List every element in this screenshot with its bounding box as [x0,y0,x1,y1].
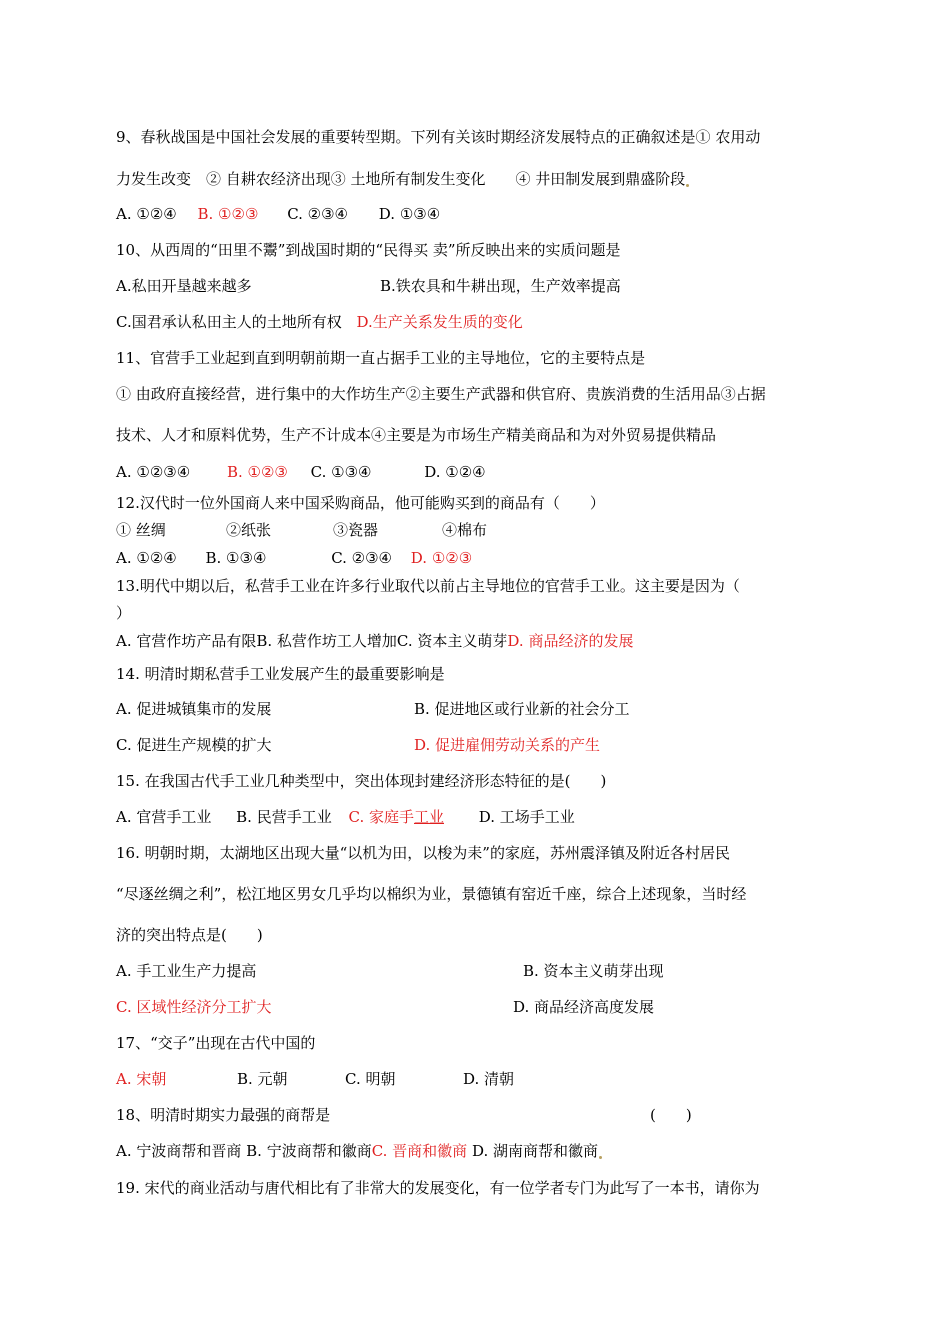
q15-option-a: A. 官营手工业 [116,808,212,826]
q13-option-d-answer: D. 商品经济的发展 [507,632,634,650]
q17-option-c: C. 明朝 [345,1070,396,1088]
q12-option-a: A. ①②④ [116,549,177,567]
q17-option-d: D. 清朝 [463,1070,515,1088]
q15-option-c-underlined: 工业 [413,808,444,826]
q17-options [116,1069,515,1089]
q12-items [116,520,488,540]
q15-option-d: D. 工场手工业 [478,808,575,826]
q13-stem-line-2: ） [116,604,132,622]
q14-options-ab [116,699,630,719]
q9-options [116,204,440,224]
q9-stem-line-1: 9、春秋战国是中国社会发展的重要转型期。下列有关该时期经济发展特点的正确叙述是① 农用动 [116,128,761,146]
q15-option-c-text: C. 家庭手 [348,808,414,826]
q13-options [116,631,633,651]
q10-options-cd [116,312,523,332]
q16-option-c-answer: C. 区域性经济分工扩大 [116,998,272,1016]
q17-stem: 17、“交子”出现在古代中国的 [116,1034,316,1052]
q17-option-b: B. 元朝 [237,1070,288,1088]
q10-option-b: B.铁农具和牛耕出现，生产效率提高 [380,277,621,295]
q15-options [116,807,575,827]
q13-options-abc: A. 官营作坊产品有限B. 私营作坊工人增加C. 资本主义萌芽 [116,632,508,650]
q9-option-c: C. ②③④ [287,205,349,223]
ink-dot [599,1156,602,1159]
q18-options-ab: A. 宁波商帮和晋商 B. 宁波商帮和徽商 [116,1142,372,1160]
q11-options [116,462,486,482]
q17-option-a-answer: A. 宋朝 [116,1070,167,1088]
q11-body-line-2: 技术、人才和原料优势，生产不计成本④主要是为市场生产精美商品和为对外贸易提供精品 [116,426,717,444]
q16-option-b: B. 资本主义萌芽出现 [523,962,664,980]
q16-option-a: A. 手工业生产力提高 [116,962,257,980]
q14-option-a: A. 促进城镇集市的发展 [116,700,272,718]
q9-option-d: D. ①③④ [378,205,441,223]
q15-option-b: B. 民营手工业 [236,808,332,826]
q10-option-c: C.国君承认私田主人的土地所有权 [116,313,342,331]
q9-stem-line-2 [116,169,689,189]
q14-stem: 14. 明清时期私营手工业发展产生的最重要影响是 [116,665,445,683]
q16-options-ab [116,961,664,981]
q16-stem-line-2: “尽逐丝绸之利”，松江地区男女几乎均以棉织为业，景德镇有窑近千座，综合上述现象，当时经 [116,885,747,903]
q12-option-b: B. ①③④ [205,549,267,567]
q12-stem: 12.汉代时一位外国商人来中国采购商品，他可能购买到的商品有（ ） [116,494,605,512]
q14-option-b: B. 促进地区或行业新的社会分工 [414,700,630,718]
q11-option-c: C. ①③④ [310,463,372,481]
q18-stem-line [116,1105,692,1125]
q15-stem: 15. 在我国古代手工业几种类型中，突出体现封建经济形态特征的是( ) [116,772,607,790]
q12-item-3: ③瓷器 [333,521,379,539]
q12-item-4: ④棉布 [442,521,488,539]
q11-option-b-answer: B. ①②③ [226,463,288,481]
q10-option-d-answer: D.生产关系发生质的变化 [356,313,523,331]
q11-option-d: D. ①②④ [424,463,486,481]
q13-stem-line-1: 13.明代中期以后，私营手工业在许多行业取代以前占主导地位的官营手工业。这主要是因为（ [116,577,740,595]
q14-options-cd [116,735,601,755]
q14-option-d-answer: D. 促进雇佣劳动关系的产生 [414,736,601,754]
q12-option-d-answer: D. ①②③ [410,549,473,567]
q10-stem: 10、从西周的“田里不鬻”到战国时期的“民得买 卖”所反映出来的实质问题是 [116,241,621,259]
q18-option-c-answer: C. 晋商和徽商 [371,1142,468,1160]
q10-options-ab [116,276,621,296]
q11-option-a: A. ①②③④ [116,463,191,481]
q12-option-c: C. ②③④ [331,549,393,567]
q18-stem: 18、明清时期实力最强的商帮是 [116,1106,331,1124]
q10-option-a: A.私田开垦越来越多 [116,277,252,295]
q15-option-c-answer [349,808,445,826]
q16-options-cd [116,997,655,1017]
q9-option-a: A. ①②④ [116,205,177,223]
q18-answer-parentheses: ( ) [650,1106,692,1124]
q14-option-c: C. 促进生产规模的扩大 [116,736,272,754]
q16-stem-line-1: 16. 明朝时期，太湖地区出现大量“以机为田，以梭为耒”的家庭，苏州震泽镇及附近各村居民 [116,844,730,862]
q19-stem: 19. 宋代的商业活动与唐代相比有了非常大的发展变化，有一位学者专门为此写了一本书，请你为 [116,1179,760,1197]
q9-option-b-answer: B. ①②③ [197,205,259,223]
q12-item-2: ②纸张 [226,521,272,539]
q16-option-d: D. 商品经济高度发展 [513,998,655,1016]
q18-options [116,1141,602,1161]
q11-body-line-1: ① 由政府直接经营，进行集中的大作坊生产②主要生产武器和供官府、贵族消费的生活用品③占据 [116,385,766,403]
q12-item-1: ① 丝绸 [116,521,166,539]
q12-options [116,548,472,568]
q9-stem-text: 力发生改变 ② 自耕农经济出现③ 土地所有制发生变化 ④ 井田制发展到鼎盛阶段 [116,170,686,188]
q16-stem-line-3: 济的突出特点是( ) [116,926,263,944]
q11-stem: 11、官营手工业起到直到明朝前期一直占据手工业的主导地位，它的主要特点是 [116,349,646,367]
ink-dot [686,184,689,187]
q18-option-d: D. 湖南商帮和徽商 [471,1142,598,1160]
